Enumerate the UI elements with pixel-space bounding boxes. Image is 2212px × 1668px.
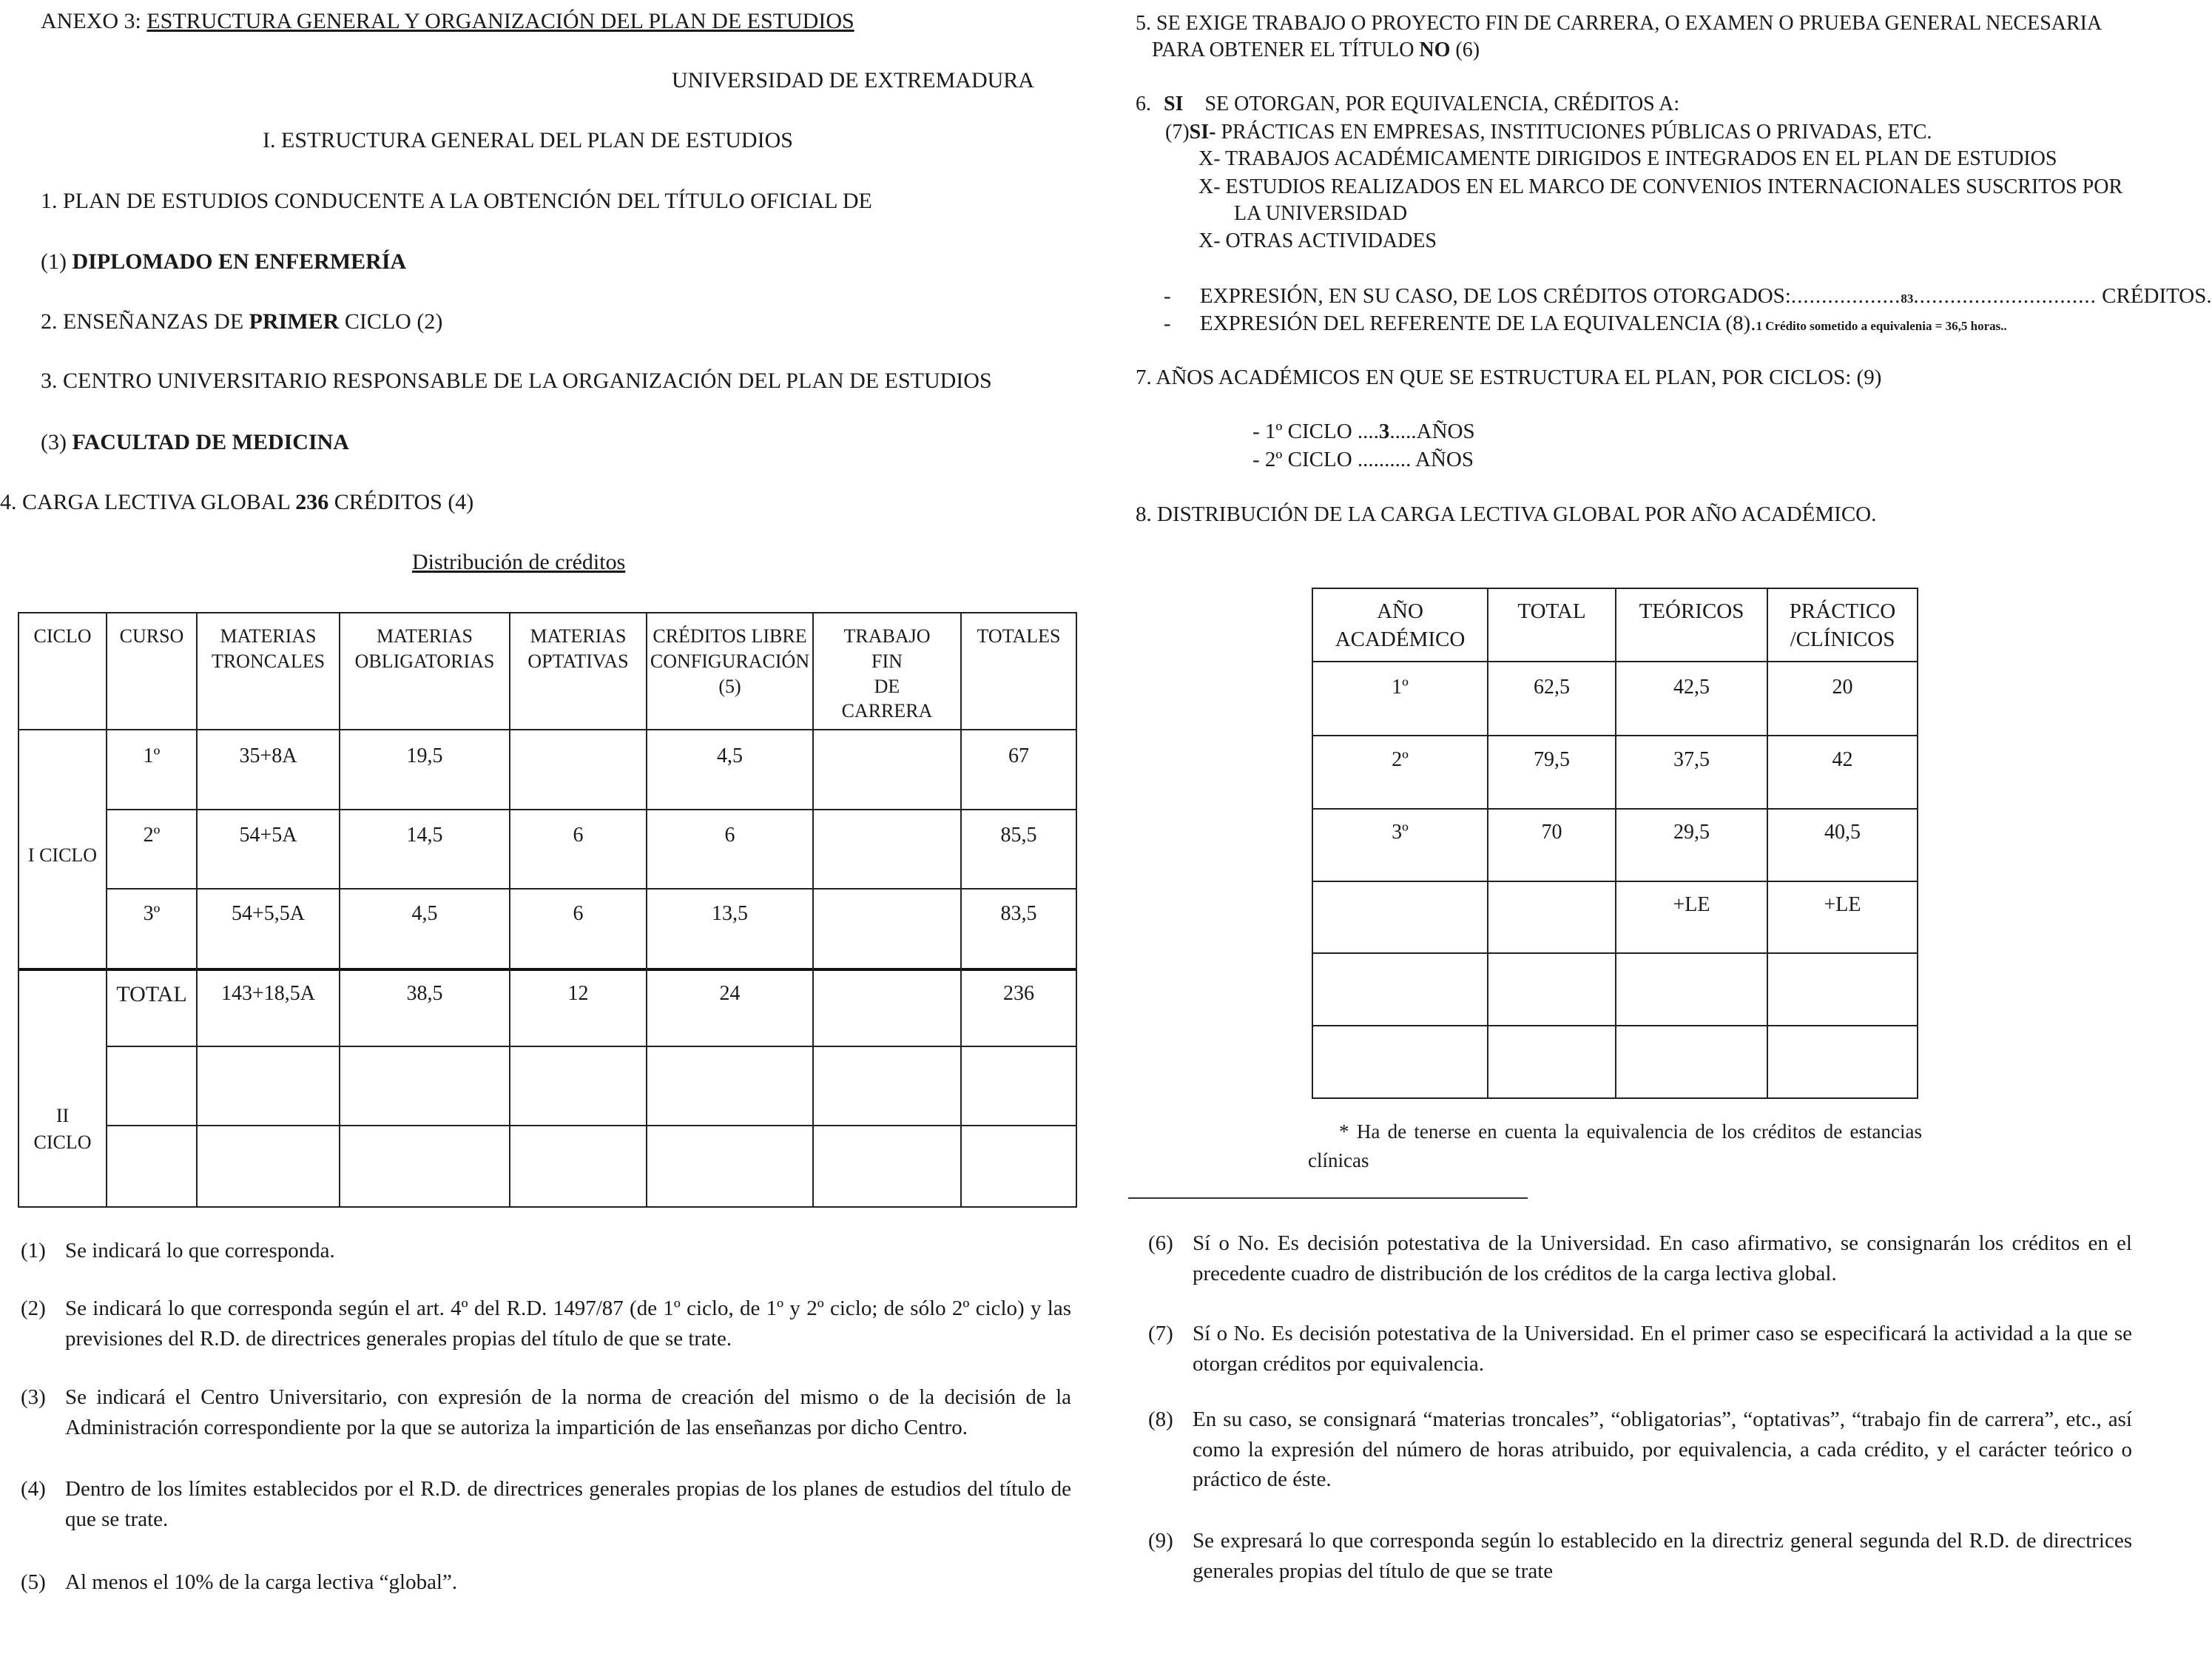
item-6: 6. SI SE OTORGAN, POR EQUIVALENCIA, CRÉDITOS A: (1136, 93, 1680, 115)
footnote-divider (1128, 1197, 1528, 1199)
header-ciclo: CICLO (33, 625, 92, 647)
item-8: 8. DISTRIBUCIÓN DE LA CARGA LECTIVA GLOBAL POR AÑO ACADÉMICO. (1136, 502, 1877, 526)
item-5-line-1: 5. SE EXIGE TRABAJO O PROYECTO FIN DE CARRERA, O EXAMEN O PRUEBA GENERAL NECESARIA (1136, 12, 2103, 35)
item-6-estudios: X- ESTUDIOS REALIZADOS EN EL MARCO DE CONVENIOS INTERNACIONALES SUSCRITOS POR (1198, 175, 2123, 198)
footnote-3: (3) Se indicará el Centro Universitario, con expresión de la norma de creación del mismo o de la decisión de la Administración correspondiente por la que se autoriza la impartición de las enseñanzas por dicho Centro. (21, 1385, 1071, 1439)
item-1-label: 1. PLAN DE ESTUDIOS CONDUCENTE A LA OBTENCIÓN DEL TÍTULO OFICIAL DE (41, 189, 872, 213)
item-3-value: (3) FACULTAD DE MEDICINA (41, 430, 349, 454)
annex-prefix: ANEXO 3: (41, 9, 141, 33)
item-6-estudios-cont: LA UNIVERSIDAD (1234, 202, 1408, 225)
header-libre-configuracion: CRÉDITOS LIBRE CONFIGURACIÓN (5) (650, 625, 810, 697)
item-6-practicas: (7)SI- PRÁCTICAS EN EMPRESAS, INSTITUCIONES PÚBLICAS O PRIVADAS, ETC. (1165, 121, 1932, 144)
header-trabajo-fin-carrera: TRABAJO FIN DE CARRERA (841, 625, 933, 722)
header-total: TOTAL (1517, 599, 1586, 623)
annex-heading (41, 9, 854, 34)
header-obligatorias: MATERIAS OBLIGATORIAS (354, 625, 495, 672)
section-title: I. ESTRUCTURA GENERAL DEL PLAN DE ESTUDIOS (263, 128, 793, 152)
footnote-8: (8) En su caso, se consignará “materias troncales”, “obligatorias”, “optativas”, “trabajo fin de carrera”, etc., así como la expresión del número de horas atribuido, por equivalencia, a cada crédito, y el carácter teórico o práctico de éste. (1148, 1408, 2132, 1492)
ciclo-2-years: - 2º CICLO .......... AÑOS (1252, 448, 1474, 471)
table-note: * Ha de tenerse en cuenta la equivalencia de los créditos de estancias clínicas (1308, 1120, 1922, 1172)
annex-title: ESTRUCTURA GENERAL Y ORGANIZACIÓN DEL PLAN DE ESTUDIOS (146, 9, 854, 33)
expresion-creditos: - EXPRESIÓN, EN SU CASO, DE LOS CRÉDITOS OTORGADOS:..................83.............................. CRÉDITOS. (1164, 284, 2212, 308)
expresion-referente: - EXPRESIÓN DEL REFERENTE DE LA EQUIVALENCIA (8).1 Crédito sometido a equivalenia = 36,5 horas.. (1164, 312, 2007, 335)
item-6-trabajos: X- TRABAJOS ACADÉMICAMENTE DIRIGIDOS E INTEGRADOS EN EL PLAN DE ESTUDIOS (1198, 147, 2057, 170)
header-curso: CURSO (119, 625, 184, 647)
distribution-title: Distribución de créditos (412, 550, 626, 574)
item-5-line-2: PARA OBTENER EL TÍTULO NO (6) (1152, 38, 1480, 61)
header-teoricos: TEÓRICOS (1639, 599, 1744, 623)
university-name: UNIVERSIDAD DE EXTREMADURA (672, 68, 1034, 93)
header-troncales: MATERIAS TRONCALES (211, 625, 326, 672)
header-practicos: PRÁCTICO /CLÍNICOS (1789, 599, 1896, 651)
ciclo-1-years: - 1º CICLO ....3.....AÑOS (1252, 420, 1475, 443)
ciclo-2-label: II CICLO (33, 1105, 92, 1154)
item-4: 4. CARGA LECTIVA GLOBAL 236 CRÉDITOS (4) (0, 490, 474, 514)
footnote-9: (9) Se expresará lo que corresponda según lo establecido en la directriz general segunda del R.D. de directrices generales propias del título de que se trate (1148, 1529, 2132, 1583)
footnote-4: (4) Dentro de los límites establecidos por el R.D. de directrices generales propias de los planes de estudios del título de que se trate. (21, 1477, 1071, 1531)
header-totales: TOTALES (977, 625, 1061, 647)
ciclo-1-label: I CICLO (27, 844, 98, 866)
item-1-value: (1) DIPLOMADO EN ENFERMERÍA (41, 249, 407, 274)
header-anio: AÑO ACADÉMICO (1335, 599, 1466, 651)
footnote-1: (1) Se indicará lo que corresponda. (21, 1239, 335, 1262)
item-3-label: 3. CENTRO UNIVERSITARIO RESPONSABLE DE LA ORGANIZACIÓN DEL PLAN DE ESTUDIOS (41, 369, 992, 393)
footnote-6: (6) Sí o No. Es decisión potestativa de la Universidad. En caso afirmativo, se consignarán los créditos en el precedente cuadro de distribución de los créditos de la carga lectiva global. (1148, 1231, 2132, 1285)
footnote-7: (7) Sí o No. Es decisión potestativa de la Universidad. En el primer caso se especificará la actividad a la que se otorgan créditos por equivalencia. (1148, 1322, 2132, 1376)
footnote-2: (2) Se indicará lo que corresponda según el art. 4º del R.D. 1497/87 (de 1º ciclo, de 1º y 2º ciclo; de sólo 2º ciclo) y las previsiones del R.D. de directrices generales propias del título de que se trate. (21, 1297, 1071, 1351)
header-optativas: MATERIAS OPTATIVAS (527, 625, 629, 672)
footnote-5: (5) Al menos el 10% de la carga lectiva “global”. (21, 1570, 458, 1594)
item-7: 7. AÑOS ACADÉMICOS EN QUE SE ESTRUCTURA EL PLAN, POR CICLOS: (9) (1136, 366, 1882, 389)
item-6-otras: X- OTRAS ACTIVIDADES (1198, 229, 1437, 252)
item-2: 2. ENSEÑANZAS DE PRIMER CICLO (2) (41, 309, 443, 334)
